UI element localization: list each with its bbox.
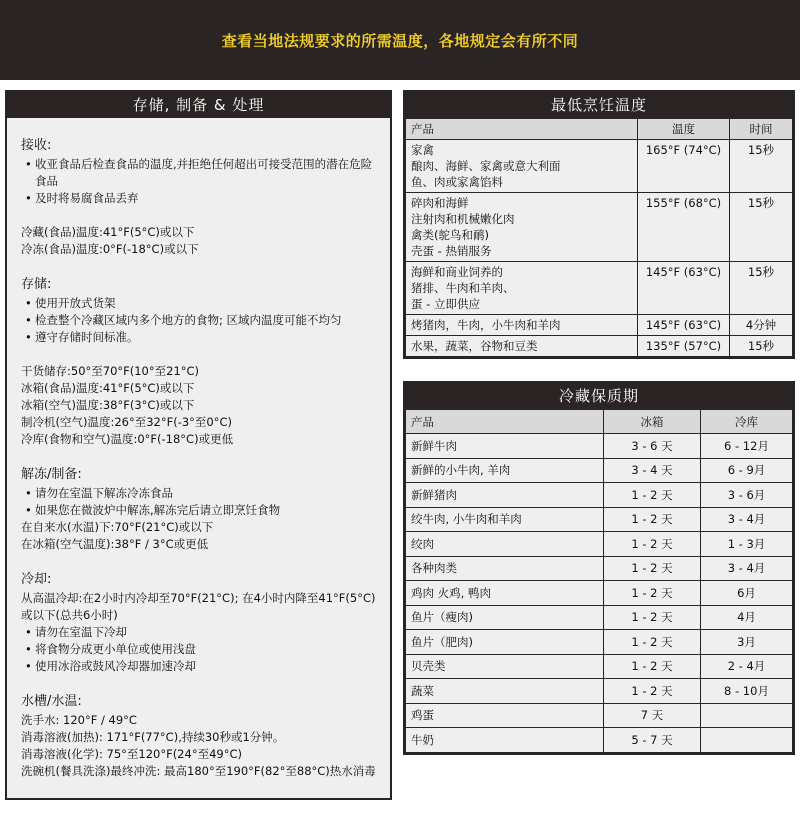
text-line: 消毒溶液(化学): 75°至120°F(24°至49°C) <box>21 747 242 761</box>
fridge-cell: 5 - 7 天 <box>604 728 701 753</box>
table-row <box>406 581 793 606</box>
product-cell: 绞牛肉, 小牛肉和羊肉 <box>406 507 604 532</box>
product-cell: 新鲜的小牛肉, 羊肉 <box>406 458 604 483</box>
column-header: 产品 <box>406 410 604 434</box>
fridge-cell: 3 - 6 天 <box>604 434 701 459</box>
fridge-cell: 1 - 2 天 <box>604 654 701 679</box>
fridge-cell: 1 - 2 天 <box>604 581 701 606</box>
bullet-item: • 遵守存储时间标准。 <box>21 329 376 346</box>
freezer-cell: 6 - 9月 <box>701 458 793 483</box>
cooking-temp-table <box>405 118 793 357</box>
table-row <box>406 556 793 581</box>
product-cell: 鸡肉 火鸡, 鸭肉 <box>406 581 604 606</box>
storage-panel <box>5 90 392 800</box>
freezer-cell <box>701 728 793 753</box>
section-title: 水槽/水温: <box>21 694 82 709</box>
freezer-cell <box>701 703 793 728</box>
table-row <box>406 679 793 704</box>
section-title: 接收: <box>21 138 52 153</box>
storage-panel-title: 存储, 制备 & 处理 <box>7 92 390 118</box>
temp-cell: 165°F (74°C) <box>638 140 730 193</box>
time-cell: 4分钟 <box>730 315 793 336</box>
product-cell: 新鲜牛肉 <box>406 434 604 459</box>
product-cell: 各种肉类 <box>406 556 604 581</box>
fridge-cell: 3 - 4 天 <box>604 458 701 483</box>
fridge-cell: 1 - 2 天 <box>604 532 701 557</box>
table-row <box>406 630 793 655</box>
text-line: 在自来水(水温)下:70°F(21°C)或以下 <box>21 520 214 534</box>
table-row <box>406 315 793 336</box>
fridge-cell: 1 - 2 天 <box>604 630 701 655</box>
product-cell: 烤猪肉，牛肉，小牛肉和羊肉 <box>406 315 638 336</box>
shelf-life-table <box>405 409 793 753</box>
freezer-cell: 3 - 4月 <box>701 507 793 532</box>
text-line: 洗碗机(餐具洗涤)最终冲洗: 最高180°至190°F(82°至88°C)热水消毒 <box>21 764 376 778</box>
table-row <box>406 483 793 508</box>
freezer-cell: 3月 <box>701 630 793 655</box>
bullet-item: • 请勿在室温下冷却 <box>21 624 376 641</box>
text-line: 干货储存:50°至70°F(10°至21°C) <box>21 364 200 378</box>
freezer-cell: 4月 <box>701 605 793 630</box>
time-cell: 15秒 <box>730 336 793 357</box>
time-cell: 15秒 <box>730 193 793 262</box>
text-line: 在冰箱(空气温度):38°F / 3°C或更低 <box>21 537 209 551</box>
table-row <box>406 140 793 193</box>
temp-cell: 155°F (68°C) <box>638 193 730 262</box>
bullet-item: • 检查整个冷藏区域内多个地方的食物; 区域内温度可能不均匀 <box>21 312 376 329</box>
table-row <box>406 532 793 557</box>
temp-cell: 145°F (63°C) <box>638 262 730 315</box>
column-header: 温度 <box>638 119 730 140</box>
product-cell: 绞肉 <box>406 532 604 557</box>
temp-cell: 135°F (57°C) <box>638 336 730 357</box>
fridge-cell: 1 - 2 天 <box>604 507 701 532</box>
table-row <box>406 728 793 753</box>
table-row <box>406 262 793 315</box>
bullet-item: • 使用开放式货架 <box>21 295 376 312</box>
bullet-item: • 请勿在室温下解冻冷冻食品 <box>21 485 376 502</box>
text-line: 冷库(食物和空气)温度:0°F(-18°C)或更低 <box>21 432 234 446</box>
product-cell: 鸡蛋 <box>406 703 604 728</box>
product-cell: 家禽 酿肉、海鲜、家禽或意大利面 鱼、肉或家禽馅料 <box>406 140 638 193</box>
product-cell: 水果，蔬菜，谷物和豆类 <box>406 336 638 357</box>
fridge-cell: 7 天 <box>604 703 701 728</box>
text-line: 从高温冷却:在2小时内冷却至70°F(21°C); 在4小时内降至41°F(5°C)或以下(总共6小时) <box>21 591 376 622</box>
column-header: 产品 <box>406 119 638 140</box>
section-storage <box>21 275 376 448</box>
column-header: 冰箱 <box>604 410 701 434</box>
section-title: 存储: <box>21 277 52 292</box>
cooking-temp-title: 最低烹饪温度 <box>405 92 793 118</box>
text-line: 冷藏(食品)温度:41°F(5°C)或以下 <box>21 225 195 239</box>
text-line: 制冷机(空气)温度:26°至32°F(-3°至0°C) <box>21 415 233 429</box>
product-cell: 鱼片（瘦肉) <box>406 605 604 630</box>
text-line: 消毒溶液(加热): 171°F(77°C),持续30秒或1分钟。 <box>21 730 285 744</box>
section-thawing <box>21 465 376 553</box>
cooking-temp-panel <box>403 90 795 359</box>
section-sink <box>21 692 376 780</box>
text-line: 冷冻(食品)温度:0°F(-18°C)或以下 <box>21 242 199 256</box>
bullet-item: • 使用冰浴或鼓风冷却器加速冷却 <box>21 658 376 675</box>
section-title: 解冻/制备: <box>21 467 82 482</box>
time-cell: 15秒 <box>730 140 793 193</box>
table-row <box>406 193 793 262</box>
banner-text: 查看当地法规要求的所需温度，各地规定会有所不同 <box>221 31 579 50</box>
freezer-cell: 3 - 6月 <box>701 483 793 508</box>
table-row <box>406 654 793 679</box>
table-row <box>406 458 793 483</box>
freezer-cell: 6月 <box>701 581 793 606</box>
product-cell: 碎肉和海鲜 注射肉和机械嫩化肉 禽类(鸵鸟和鸸) 壳蛋 - 热销服务 <box>406 193 638 262</box>
table-row <box>406 336 793 357</box>
text-line: 冰箱(空气)温度:38°F(3°C)或以下 <box>21 398 195 412</box>
section-title: 冷却: <box>21 572 52 587</box>
product-cell: 贝壳类 <box>406 654 604 679</box>
text-line: 洗手水: 120°F / 49°C <box>21 713 137 727</box>
temp-cell: 145°F (63°C) <box>638 315 730 336</box>
product-cell: 海鲜和商业饲养的 猪排、牛肉和羊肉、 蛋 - 立即供应 <box>406 262 638 315</box>
product-cell: 新鲜猪肉 <box>406 483 604 508</box>
product-cell: 牛奶 <box>406 728 604 753</box>
bullet-item: • 将食物分成更小单位或使用浅盘 <box>21 641 376 658</box>
shelf-life-panel <box>403 381 795 755</box>
column-header: 时间 <box>730 119 793 140</box>
fridge-cell: 1 - 2 天 <box>604 605 701 630</box>
fridge-cell: 1 - 2 天 <box>604 556 701 581</box>
bullet-item: • 如果您在微波炉中解冻,解冻完后请立即烹饪食物 <box>21 502 376 519</box>
bullet-item: • 及时将易腐食品丢弃 <box>21 190 376 207</box>
table-row <box>406 703 793 728</box>
column-header: 冷库 <box>701 410 793 434</box>
product-cell: 蔬菜 <box>406 679 604 704</box>
freezer-cell: 1 - 3月 <box>701 532 793 557</box>
freezer-cell: 2 - 4月 <box>701 654 793 679</box>
freezer-cell: 8 - 10月 <box>701 679 793 704</box>
table-row <box>406 434 793 459</box>
fridge-cell: 1 - 2 天 <box>604 679 701 704</box>
top-banner <box>0 0 800 80</box>
table-row <box>406 507 793 532</box>
freezer-cell: 3 - 4月 <box>701 556 793 581</box>
section-cooling <box>21 570 376 675</box>
table-row <box>406 605 793 630</box>
time-cell: 15秒 <box>730 262 793 315</box>
text-line: 冰箱(食品)温度:41°F(5°C)或以下 <box>21 381 195 395</box>
freezer-cell: 6 - 12月 <box>701 434 793 459</box>
shelf-life-title: 冷藏保质期 <box>405 383 793 409</box>
product-cell: 鱼片（肥肉) <box>406 630 604 655</box>
bullet-item: • 收亚食品后检查食品的温度,并拒绝任何超出可接受范围的潜在危险食品 <box>21 156 376 190</box>
section-receiving <box>21 136 376 258</box>
fridge-cell: 1 - 2 天 <box>604 483 701 508</box>
